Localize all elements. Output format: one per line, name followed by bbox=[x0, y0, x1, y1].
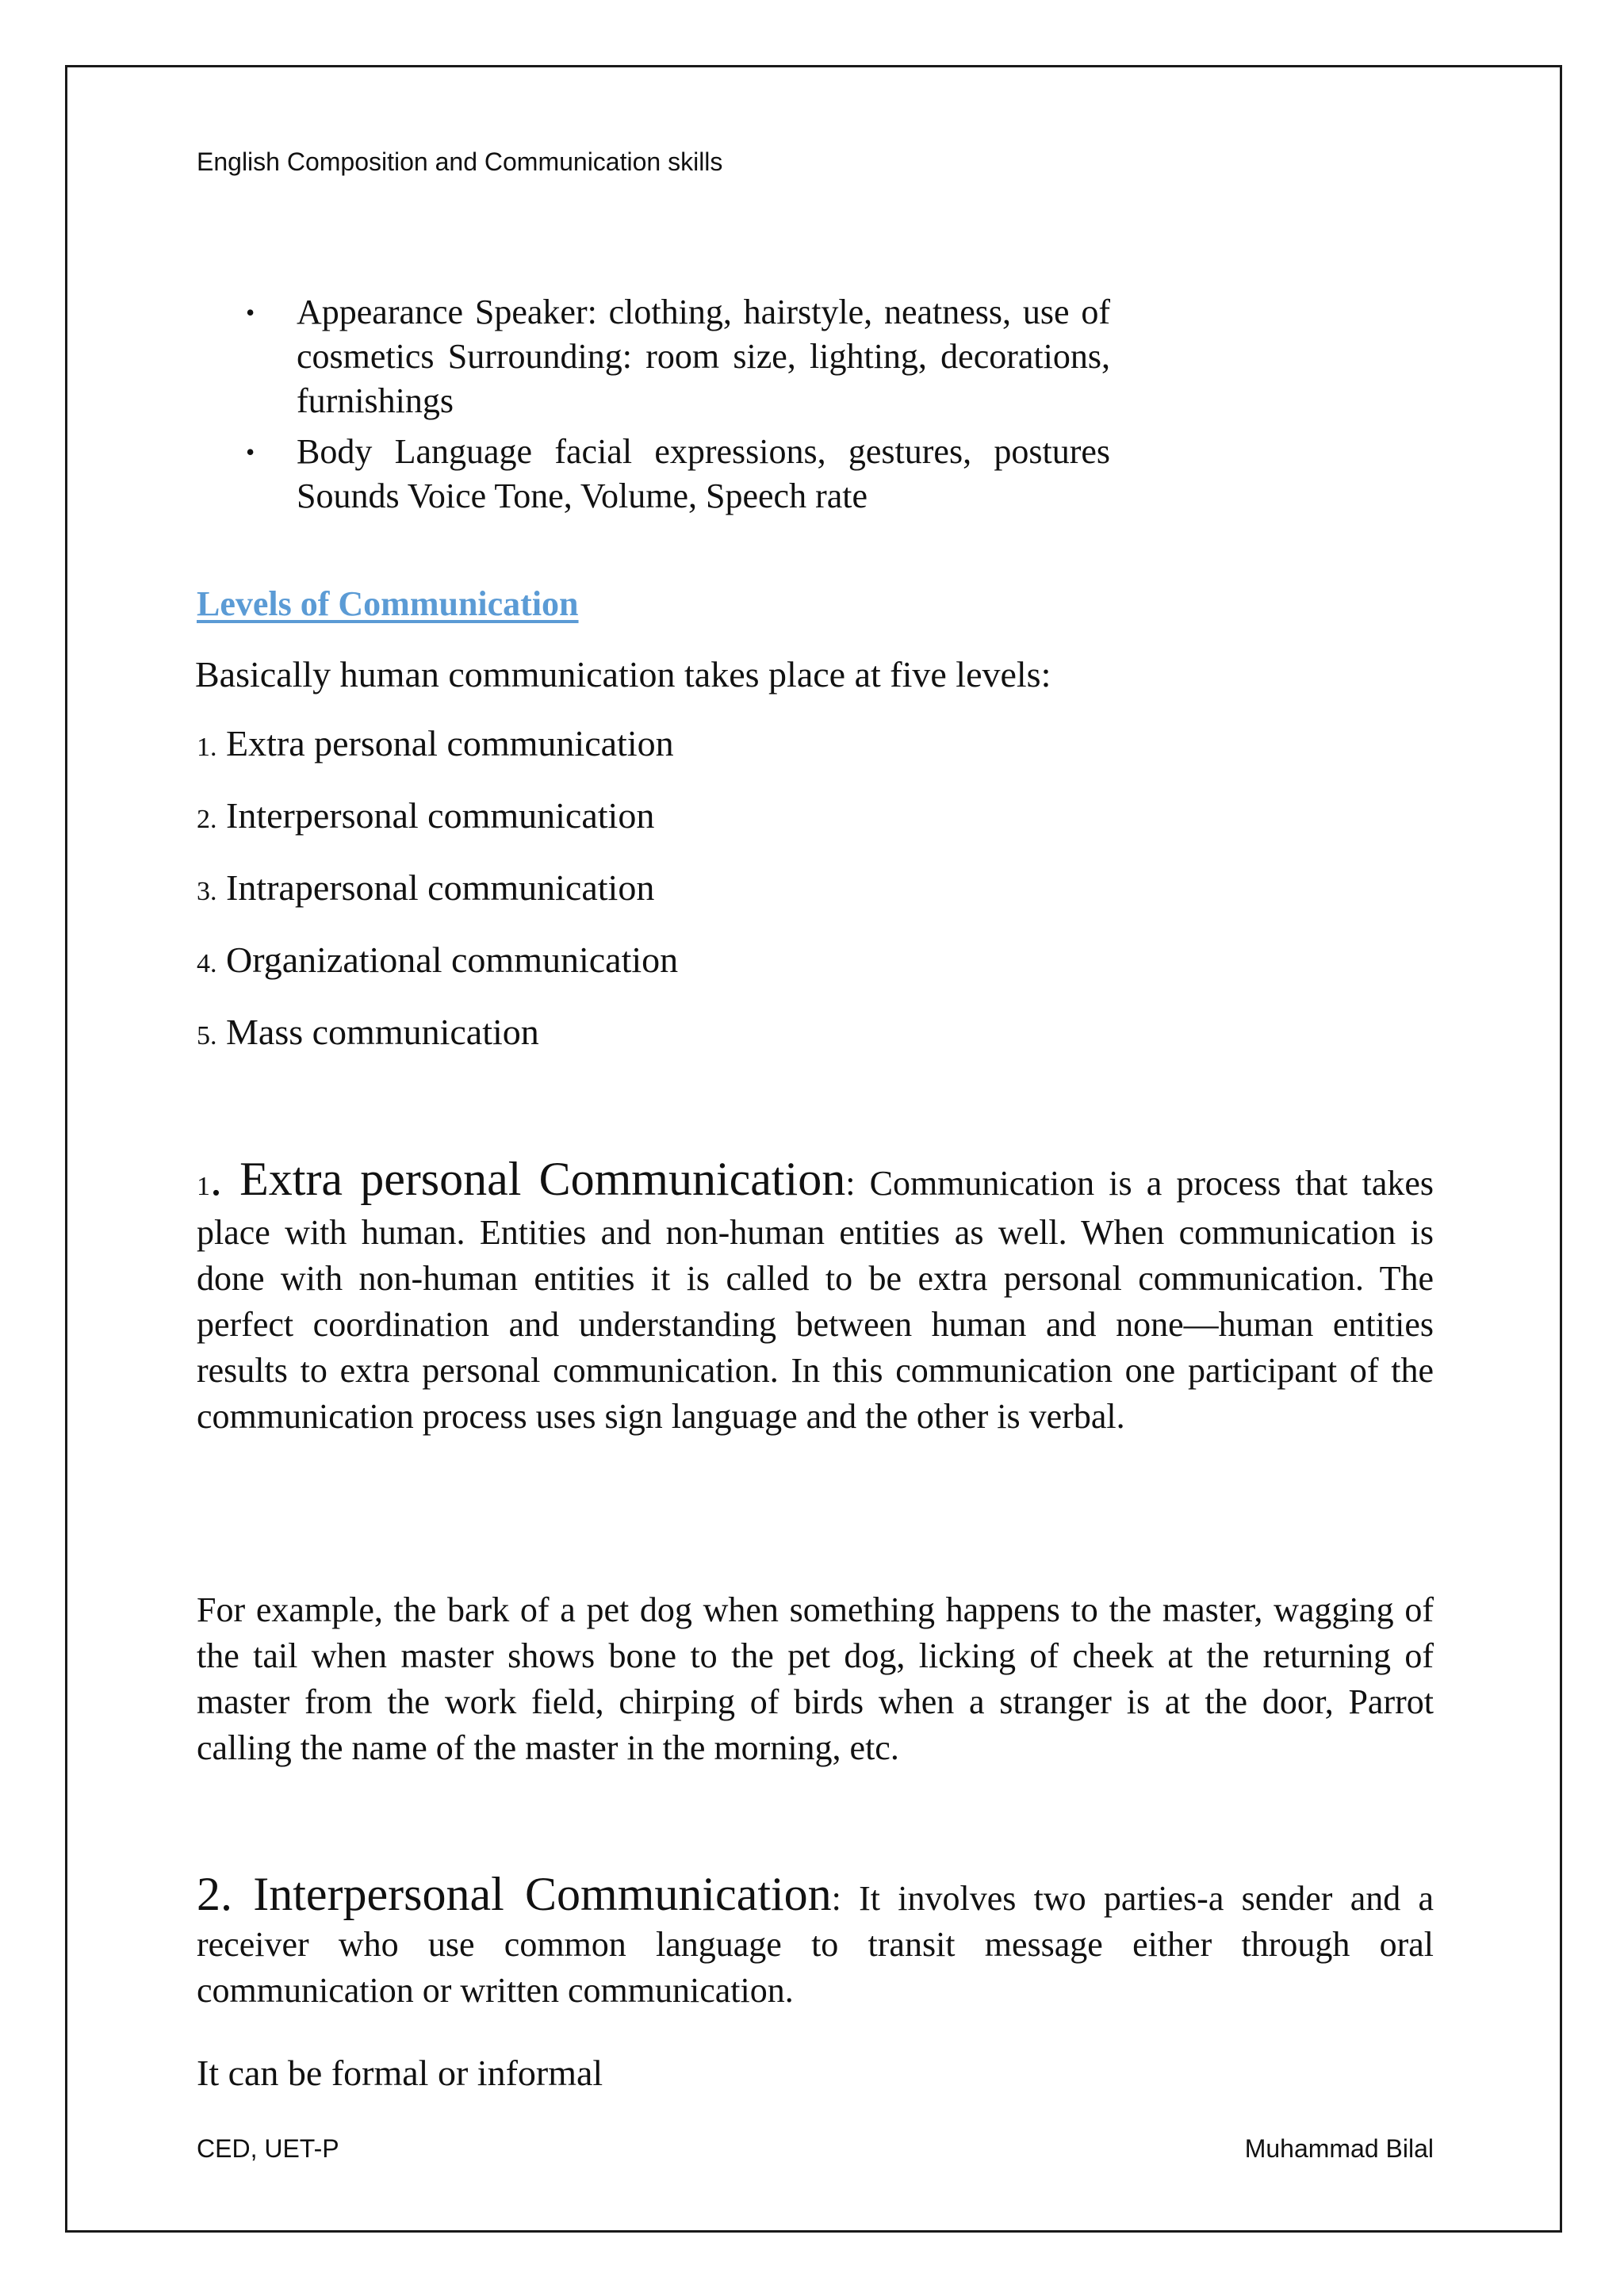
list-item bbox=[197, 866, 678, 938]
list-text: Interpersonal communication bbox=[216, 795, 655, 836]
list-number: 5. bbox=[197, 1021, 217, 1050]
list-item bbox=[246, 430, 1110, 519]
list-text: Organizational communication bbox=[216, 939, 679, 980]
list-number: 4. bbox=[197, 949, 217, 978]
page-header: English Composition and Communication skills bbox=[197, 147, 723, 176]
bullet-icon: • bbox=[246, 298, 255, 327]
list-text: Extra personal communication bbox=[216, 723, 674, 763]
list-item bbox=[197, 794, 678, 866]
section-extra-personal bbox=[197, 1153, 1434, 1440]
list-item bbox=[197, 938, 678, 1010]
section-body: : Communication is a process that takes place with human. Entities and non-human entities as well. When communication is done with non-human entities it is called to be extra personal communication. The perfect coordination and understanding between human and none—human entities results to extra personal communication. In this communication one participant of the communication process uses sign language and the other is verbal. bbox=[197, 1164, 1434, 1436]
list-text: Mass communication bbox=[216, 1012, 539, 1052]
list-number: 1. bbox=[197, 733, 217, 762]
example-paragraph: For example, the bark of a pet dog when something happens to the master, wagging of the tail when master shows bone to the pet dog, licking of cheek at the returning of master from the work field, chirping of birds when a stranger is at the door, Parrot calling the name of the master in the morning, etc. bbox=[197, 1590, 1434, 1767]
list-item bbox=[197, 1010, 678, 1082]
bullet-text: Appearance Speaker: clothing, hairstyle, neatness, use of cosmetics Surrounding: room size, lighting, decorations, furnishings bbox=[297, 293, 1110, 420]
bullet-text: Body Language facial expressions, gestures, postures Sounds Voice Tone, Volume, Speech rate bbox=[297, 432, 1110, 515]
levels-list bbox=[197, 721, 678, 1082]
list-item bbox=[246, 290, 1110, 423]
section-number: 1 bbox=[197, 1172, 210, 1201]
section-interpersonal bbox=[197, 1868, 1434, 2014]
bullet-list bbox=[246, 290, 1110, 519]
list-number: 2. bbox=[197, 805, 217, 834]
section-heading-levels: Levels of Communication bbox=[197, 584, 579, 623]
footer-department: CED, UET-P bbox=[197, 2134, 339, 2163]
formality-note: It can be formal or informal bbox=[197, 2053, 603, 2093]
list-item bbox=[197, 721, 678, 794]
section-body: : It involves two parties-a sender and a receiver who use common language to transit message either through oral communication or written communication. bbox=[197, 1879, 1434, 2010]
section-heading-interpersonal: 2. Interpersonal Communication bbox=[197, 1868, 832, 1920]
footer-author: Muhammad Bilal bbox=[1244, 2134, 1434, 2163]
levels-intro: Basically human communication takes place at five levels: bbox=[195, 654, 1051, 695]
section-heading-extra-personal: . Extra personal Communication bbox=[210, 1153, 846, 1205]
list-number: 3. bbox=[197, 877, 217, 906]
bullet-icon: • bbox=[246, 438, 255, 466]
list-text: Intrapersonal communication bbox=[216, 867, 655, 908]
